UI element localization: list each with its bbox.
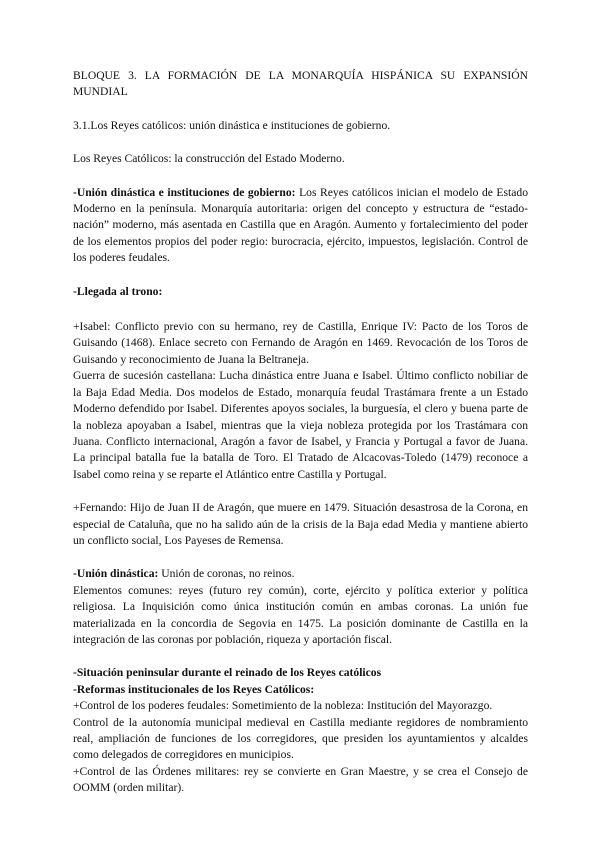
- fernando-paragraph: +Fernando: Hijo de Juan II de Aragón, que muere en 1479. Situación desastrosa de la Corona, en especial de Cataluña, que no ha salido aún de la crisis de la Baja edad Media y mantiene abierto un conflicto social, Los Payeses de Remensa.: [73, 501, 528, 547]
- document-page: [73, 68, 528, 797]
- union-institutions-paragraph: [73, 185, 528, 267]
- llegada-heading-text: -Llegada al trono:: [73, 284, 163, 298]
- control-ordenes-paragraph: +Control de las Órdenes militares: rey se convierte en Gran Maestre, y se crea el Consejo de OOMM (orden militar).: [73, 764, 528, 795]
- situacion-heading-text: -Situación peninsular durante el reinado de los Reyes católicos: [73, 666, 382, 680]
- document-title: BLOQUE 3. LA FORMACIÓN DE LA MONARQUÍA HISPÁNICA SU EXPANSIÓN MUNDIAL: [73, 69, 528, 99]
- union-institutions-text: Los Reyes católicos inician el modelo de Estado Moderno en la península. Monarquía autoritaria: origen del concepto y estructura de “estado-nación” moderno, más asentada en Castilla que en Aragón. Aumento y fortalecimiento del poder de los elementos propios del poder regio: burocracia, ejército, impuestos, legislación. Control de los poderes feudales.: [73, 185, 528, 265]
- union-dinastica-heading: -Unión dinástica:: [73, 567, 159, 581]
- guerra-paragraph: Guerra de sucesión castellana: Lucha dinástica entre Juana e Isabel. Último conflicto nobiliar de la Baja Edad Media. Dos modelos de Estado, monarquía feudal Trastámara frente a un Estado Moderno defendido por Isabel. Diferentes apoyos sociales, la burguesía, el clero y buena parte de la nobleza apoyaban a Isabel, mientras que la vieja nobleza protegida por los Trastámara con Juana. Conflicto internacional, Aragón a favor de Isabel, y Francia y Portugal a favor de Juana. La principal batalla fue la batalla de Toro. El Tratado de Alcacovas-Toledo (1479) reconoce a Isabel como reina y se reparte el Atlántico entre Castilla y Portugal.: [73, 369, 528, 481]
- union-dinastica-text: Unión de coronas, no reinos.: [158, 567, 295, 581]
- reformas-heading-text: -Reformas institucionales de los Reyes Católicos:: [73, 682, 315, 696]
- llegada-heading: [73, 284, 528, 300]
- section-heading: 3.1.Los Reyes católicos: unión dinástica e instituciones de gobierno.: [73, 118, 391, 132]
- situacion-heading: [73, 665, 528, 681]
- reformas-heading: [73, 682, 528, 698]
- control-feudales-paragraph: +Control de los poderes feudales: Sometimiento de la nobleza: Institución del Mayorazgo.: [73, 699, 493, 713]
- union-institutions-heading: -Unión dinástica e instituciones de gobierno:: [73, 185, 296, 199]
- union-dinastica-paragraph: [73, 566, 528, 582]
- control-autonomia-paragraph: Control de la autonomía municipal medieval en Castilla mediante regidores de nombramiento real, ampliación de funciones de los corregidores, que presiden los ayuntamientos y alcaldes como delegados de corregidores en municipios.: [73, 715, 528, 762]
- union-dinastica-body: Elementos comunes: reyes (futuro rey común), corte, ejército y política exterior y política religiosa. La Inquisición como única institución común en ambas coronas. La unión fue materializada en la concordia de Segovia en 1475. La posición dominante de Castilla en la integración de las coronas por población, riqueza y aportación fiscal.: [73, 583, 528, 646]
- subtitle: Los Reyes Católicos: la construcción del Estado Moderno.: [73, 152, 345, 166]
- isabel-paragraph: +Isabel: Conflicto previo con su hermano, rey de Castilla, Enrique IV: Pacto de los Toros de Guisando (1468). Enlace secreto con Fernando de Aragón en 1469. Revocación de los Toros de Guisando y reconocimiento de Juana la Beltraneja.: [73, 320, 528, 366]
